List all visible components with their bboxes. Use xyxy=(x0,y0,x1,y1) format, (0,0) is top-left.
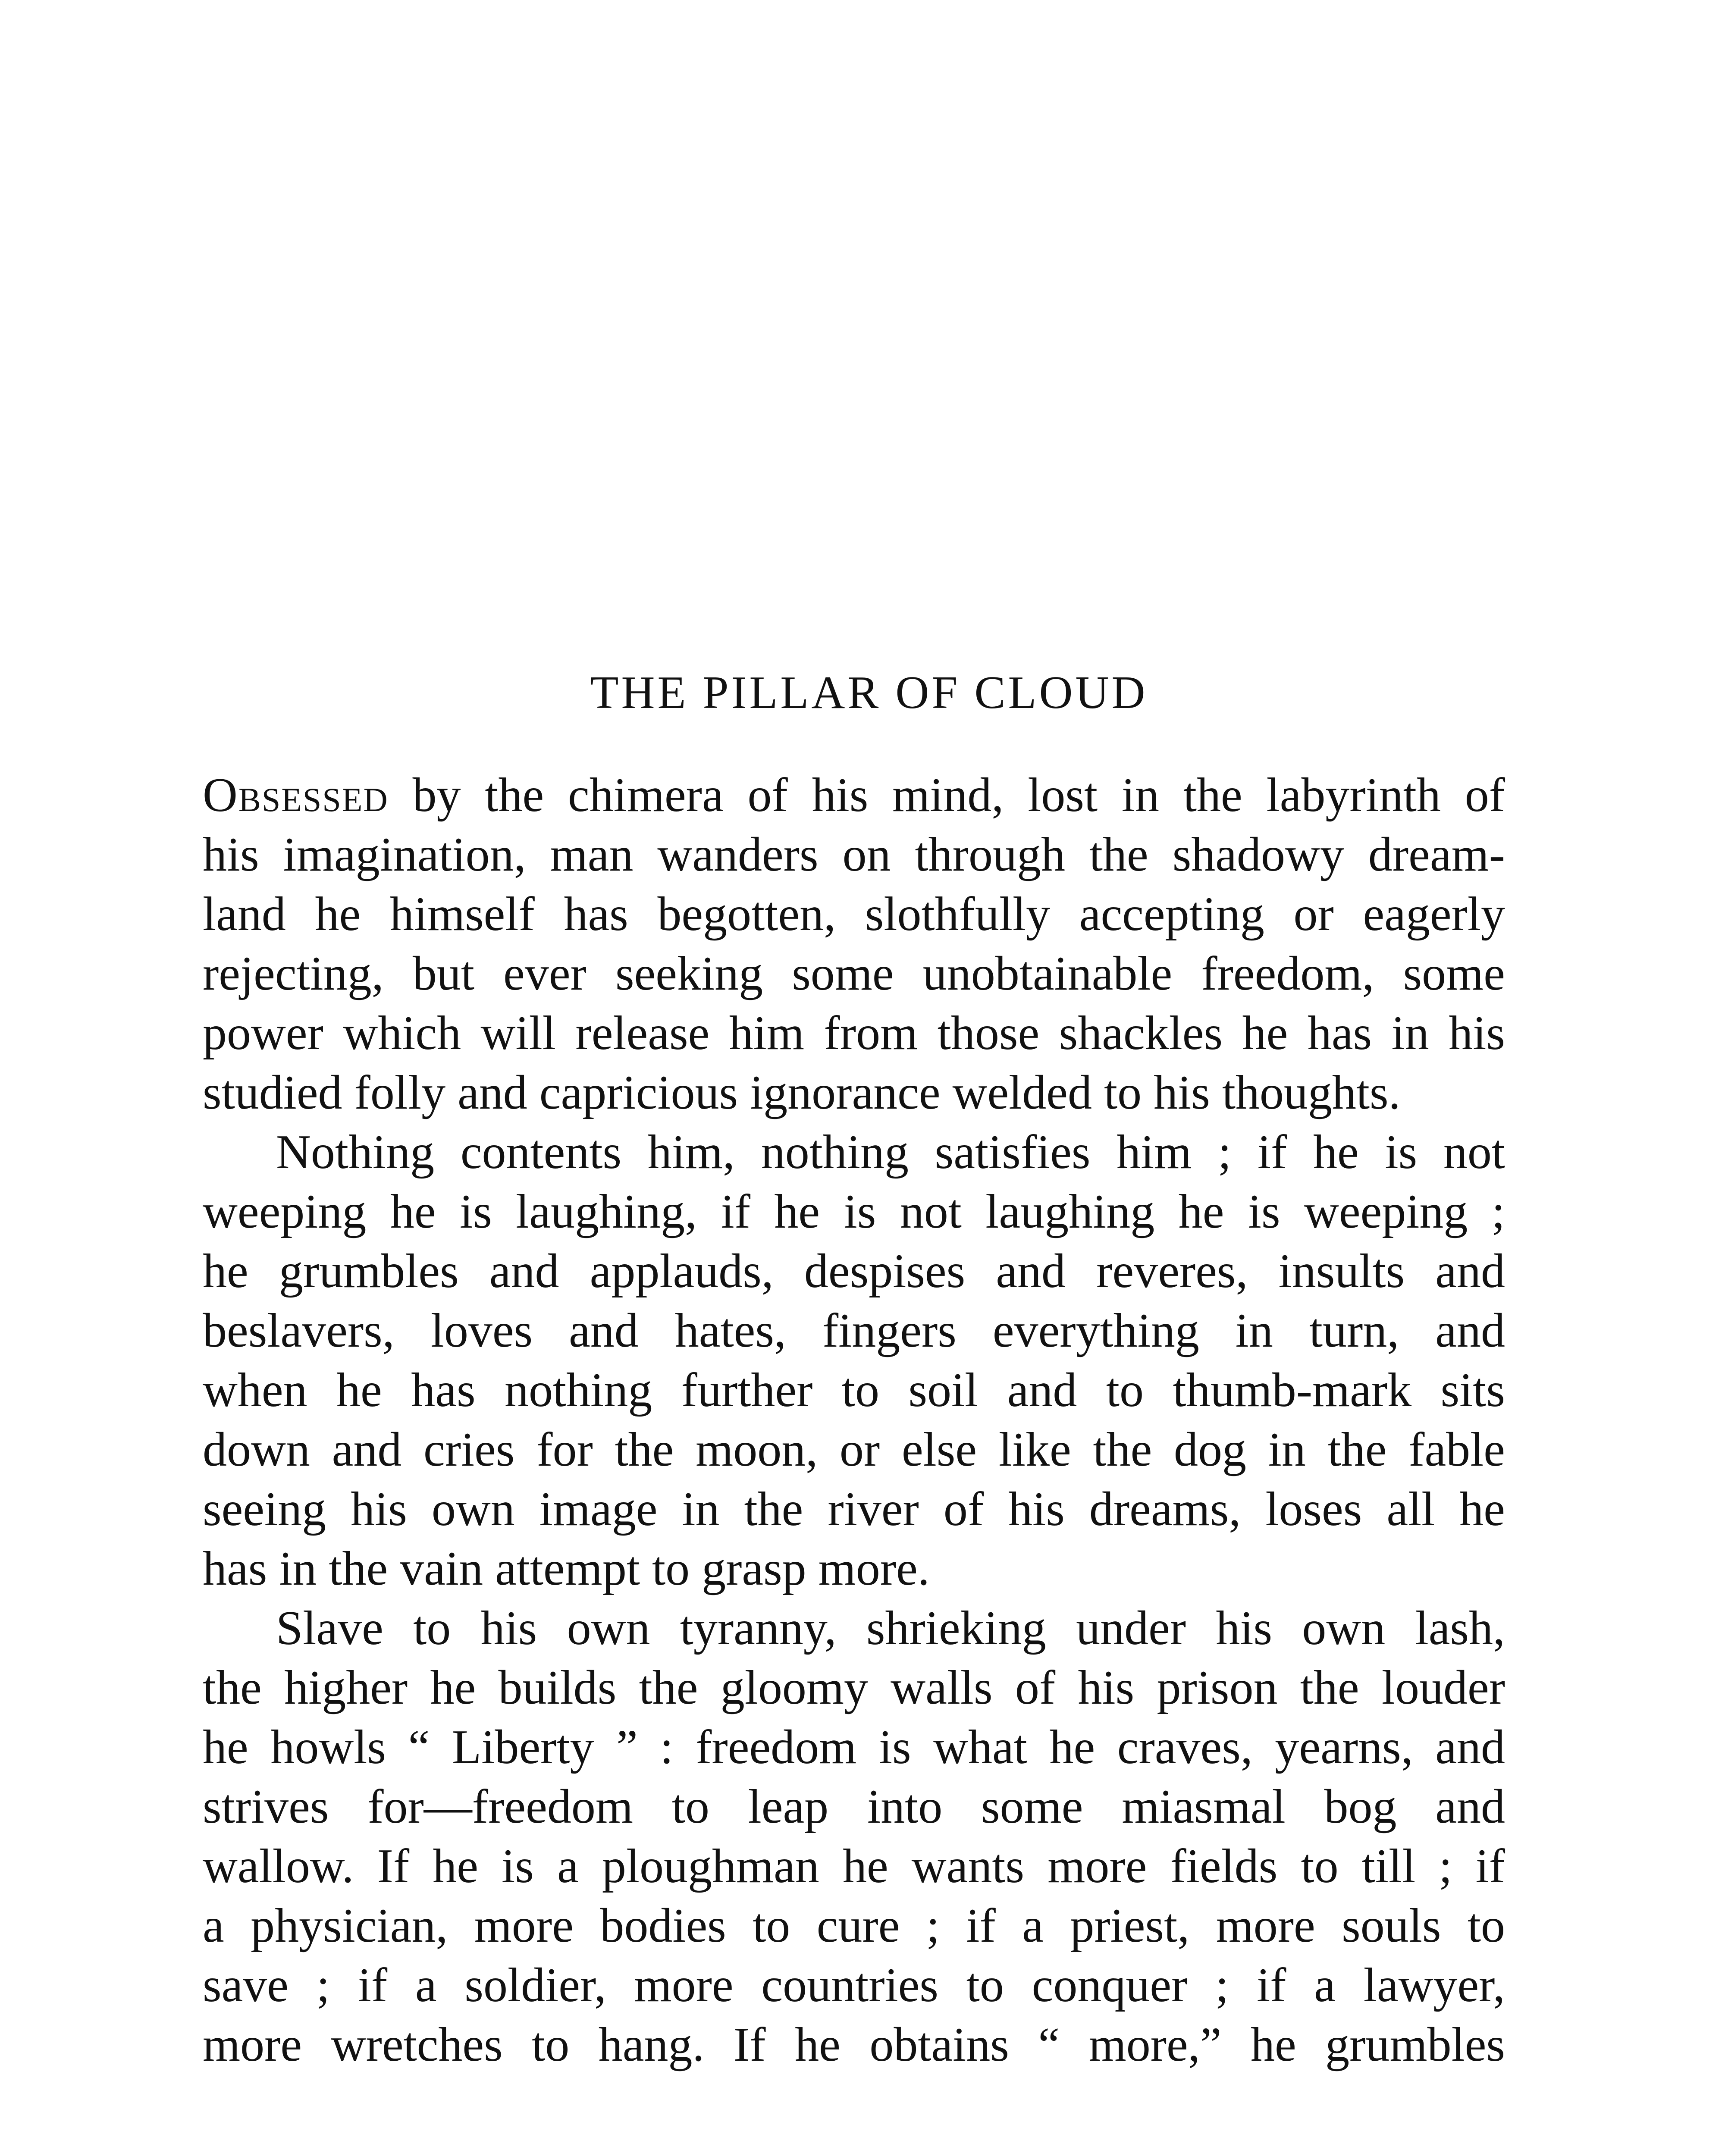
body-text xyxy=(203,765,1505,2075)
text-line: rejecting, but ever seeking some unobtainable freedom, some xyxy=(203,947,1505,1000)
chapter-title: THE PILLAR OF CLOUD xyxy=(590,667,1148,718)
text-line: seeing his own image in the river of his dreams, loses all he xyxy=(203,1482,1505,1536)
paragraph-3 xyxy=(203,1598,1505,2075)
text-line: Nothing contents him, nothing satisfies him ; if he is not xyxy=(276,1125,1505,1179)
text-line: weeping he is laughing, if he is not laughing he is weeping ; xyxy=(203,1185,1505,1238)
text-line: beslavers, loves and hates, fingers everything in turn, and xyxy=(203,1304,1505,1357)
text-line: land he himself has begotten, slothfully accepting or eagerly xyxy=(203,887,1505,941)
text-line: down and cries for the moon, or else like the dog in the fable xyxy=(203,1423,1505,1476)
text-line: when he has nothing further to soil and to thumb-mark sits xyxy=(203,1363,1505,1417)
text-line: Obsessed by the chimera of his mind, lost in the labyrinth of xyxy=(203,768,1505,822)
text-line: his imagination, man wanders on through the shadowy dream- xyxy=(203,828,1505,881)
text-line: more wretches to hang. If he obtains “ more,” he grumbles xyxy=(203,2018,1505,2071)
text-line: the higher he builds the gloomy walls of his prison the louder xyxy=(203,1661,1505,1714)
text-line: wallow. If he is a ploughman he wants more fields to till ; if xyxy=(203,1839,1505,1893)
text-line: strives for—freedom to leap into some miasmal bog and xyxy=(203,1780,1505,1833)
text-line: save ; if a soldier, more countries to conquer ; if a lawyer, xyxy=(203,1959,1505,2012)
text-line: studied folly and capricious ignorance welded to his thoughts. xyxy=(203,1066,1401,1119)
lead-word: Obsessed xyxy=(203,768,389,822)
paragraph-1 xyxy=(203,765,1505,1122)
text-line: Slave to his own tyranny, shrieking under his own lash, xyxy=(276,1601,1505,1655)
text-line: power which will release him from those shackles he has in his xyxy=(203,1006,1505,1060)
text-line: has in the vain attempt to grasp more. xyxy=(203,1542,930,1595)
text-line: he howls “ Liberty ” : freedom is what he craves, yearns, and xyxy=(203,1720,1505,1774)
paragraph-2 xyxy=(203,1122,1505,1598)
text-line: a physician, more bodies to cure ; if a priest, more souls to xyxy=(203,1899,1505,1952)
text-line: he grumbles and applauds, despises and reveres, insults and xyxy=(203,1244,1505,1298)
